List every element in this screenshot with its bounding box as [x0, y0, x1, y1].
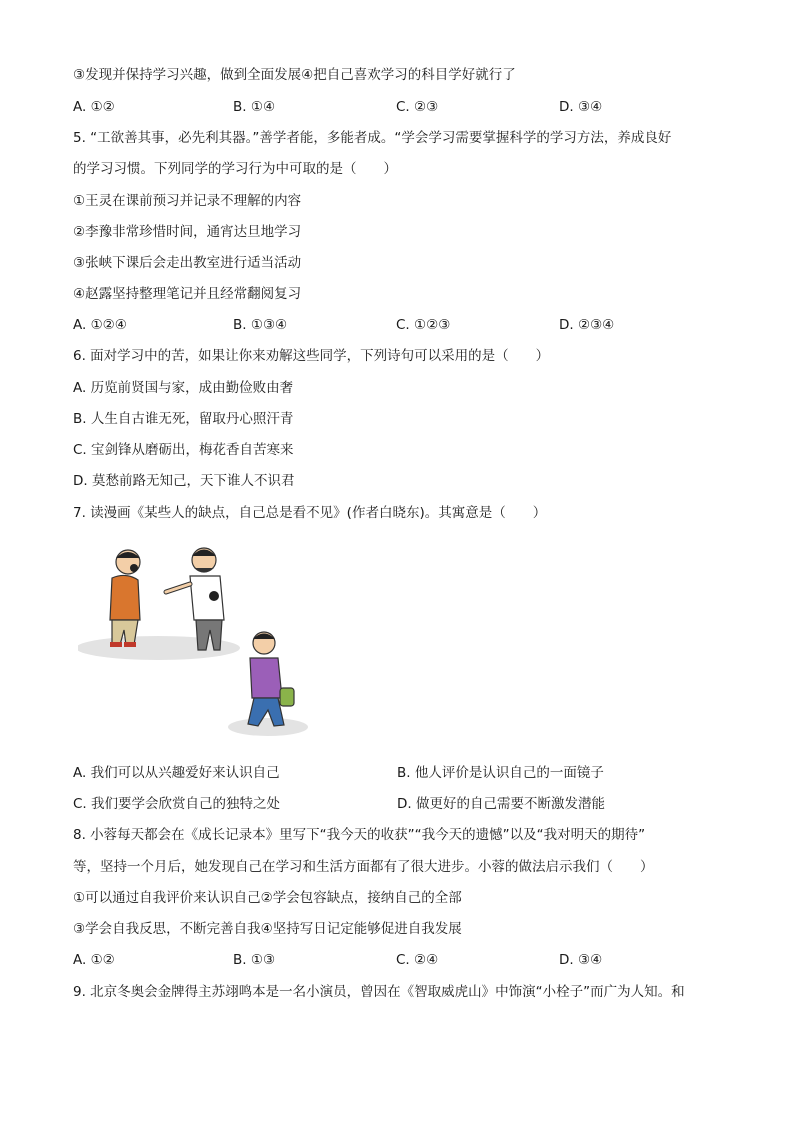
q8-options: [73, 950, 733, 970]
q7-stem: 7. 读漫画《某些人的缺点，自己总是看不见》(作者白晓东)。其寓意是（ ）: [73, 505, 547, 521]
q4-option-a: A. ①②: [73, 99, 115, 115]
q7-option-b: B. 他人评价是认识自己的一面镜子: [397, 765, 604, 781]
q7-options-row-1: [73, 763, 733, 783]
q9-stem: 9. 北京冬奥会金牌得主苏翊鸣本是一名小演员，曾因在《智取威虎山》中饰演“小栓子”而广为人知。和: [73, 984, 685, 1000]
q5-statement-4: ④赵露坚持整理笔记并且经常翻阅复习: [73, 286, 302, 302]
q7-option-c: C. 我们要学会欣赏自己的独特之处: [73, 796, 281, 812]
q7-option-a: A. 我们可以从兴趣爱好来认识自己: [73, 765, 280, 781]
q4-options: [73, 97, 733, 117]
q6-option-b: B. 人生自古谁无死，留取丹心照汗青: [73, 411, 294, 427]
q7-option-d: D. 做更好的自己需要不断激发潜能: [397, 796, 605, 812]
q7-options-row-2: [73, 794, 733, 814]
q7-cartoon-image: [78, 540, 318, 745]
q5-option-c: C. ①②③: [396, 317, 451, 333]
q6-option-a: A. 历览前贤国与家，成由勤俭败由奢: [73, 380, 294, 396]
q8-option-a: A. ①②: [73, 952, 115, 968]
q5-stem-line-2: 的学习习惯。下列同学的学习行为中可取的是（ ）: [73, 161, 397, 177]
q8-stem-line-2: 等，坚持一个月后，她发现自己在学习和生活方面都有了很大进步。小蓉的做法启示我们（ ）: [73, 859, 654, 875]
q6-option-c: C. 宝剑锋从磨砺出，梅花香自苦寒来: [73, 442, 294, 458]
q8-option-d: D. ③④: [559, 952, 603, 968]
q5-statement-3: ③张峡下课后会走出教室进行适当活动: [73, 255, 302, 271]
q5-option-d: D. ②③④: [559, 317, 615, 333]
q8-option-c: C. ②④: [396, 952, 439, 968]
q4-statement-line: ③发现并保持学习兴趣，做到全面发展④把自己喜欢学习的科目学好就行了: [73, 67, 516, 83]
q5-option-b: B. ①③④: [233, 317, 288, 333]
q4-option-b: B. ①④: [233, 99, 276, 115]
q6-stem: 6. 面对学习中的苦，如果让你来劝解这些同学，下列诗句可以采用的是（ ）: [73, 348, 550, 364]
q5-statement-1: ①王灵在课前预习并记录不理解的内容: [73, 193, 302, 209]
q8-option-b: B. ①③: [233, 952, 276, 968]
q4-option-d: D. ③④: [559, 99, 603, 115]
q8-statement-2: ③学会自我反思，不断完善自我④坚持写日记定能够促进自我发展: [73, 921, 462, 937]
q5-option-a: A. ①②④: [73, 317, 127, 333]
q6-option-d: D. 莫愁前路无知己，天下谁人不识君: [73, 473, 295, 489]
q5-options: [73, 315, 733, 335]
q5-stem-line-1: 5. “工欲善其事，必先利其器。”善学者能，多能者成。“学会学习需要掌握科学的学习方法，养成良好: [73, 130, 672, 146]
q4-option-c: C. ②③: [396, 99, 439, 115]
q5-statement-2: ②李豫非常珍惜时间，通宵达旦地学习: [73, 224, 302, 240]
q8-statement-1: ①可以通过自我评价来认识自己②学会包容缺点，接纳自己的全部: [73, 890, 462, 906]
q8-stem-line-1: 8. 小蓉每天都会在《成长记录本》里写下“我今天的收获”“我今天的遗憾”以及“我对明天的期待”: [73, 827, 646, 843]
